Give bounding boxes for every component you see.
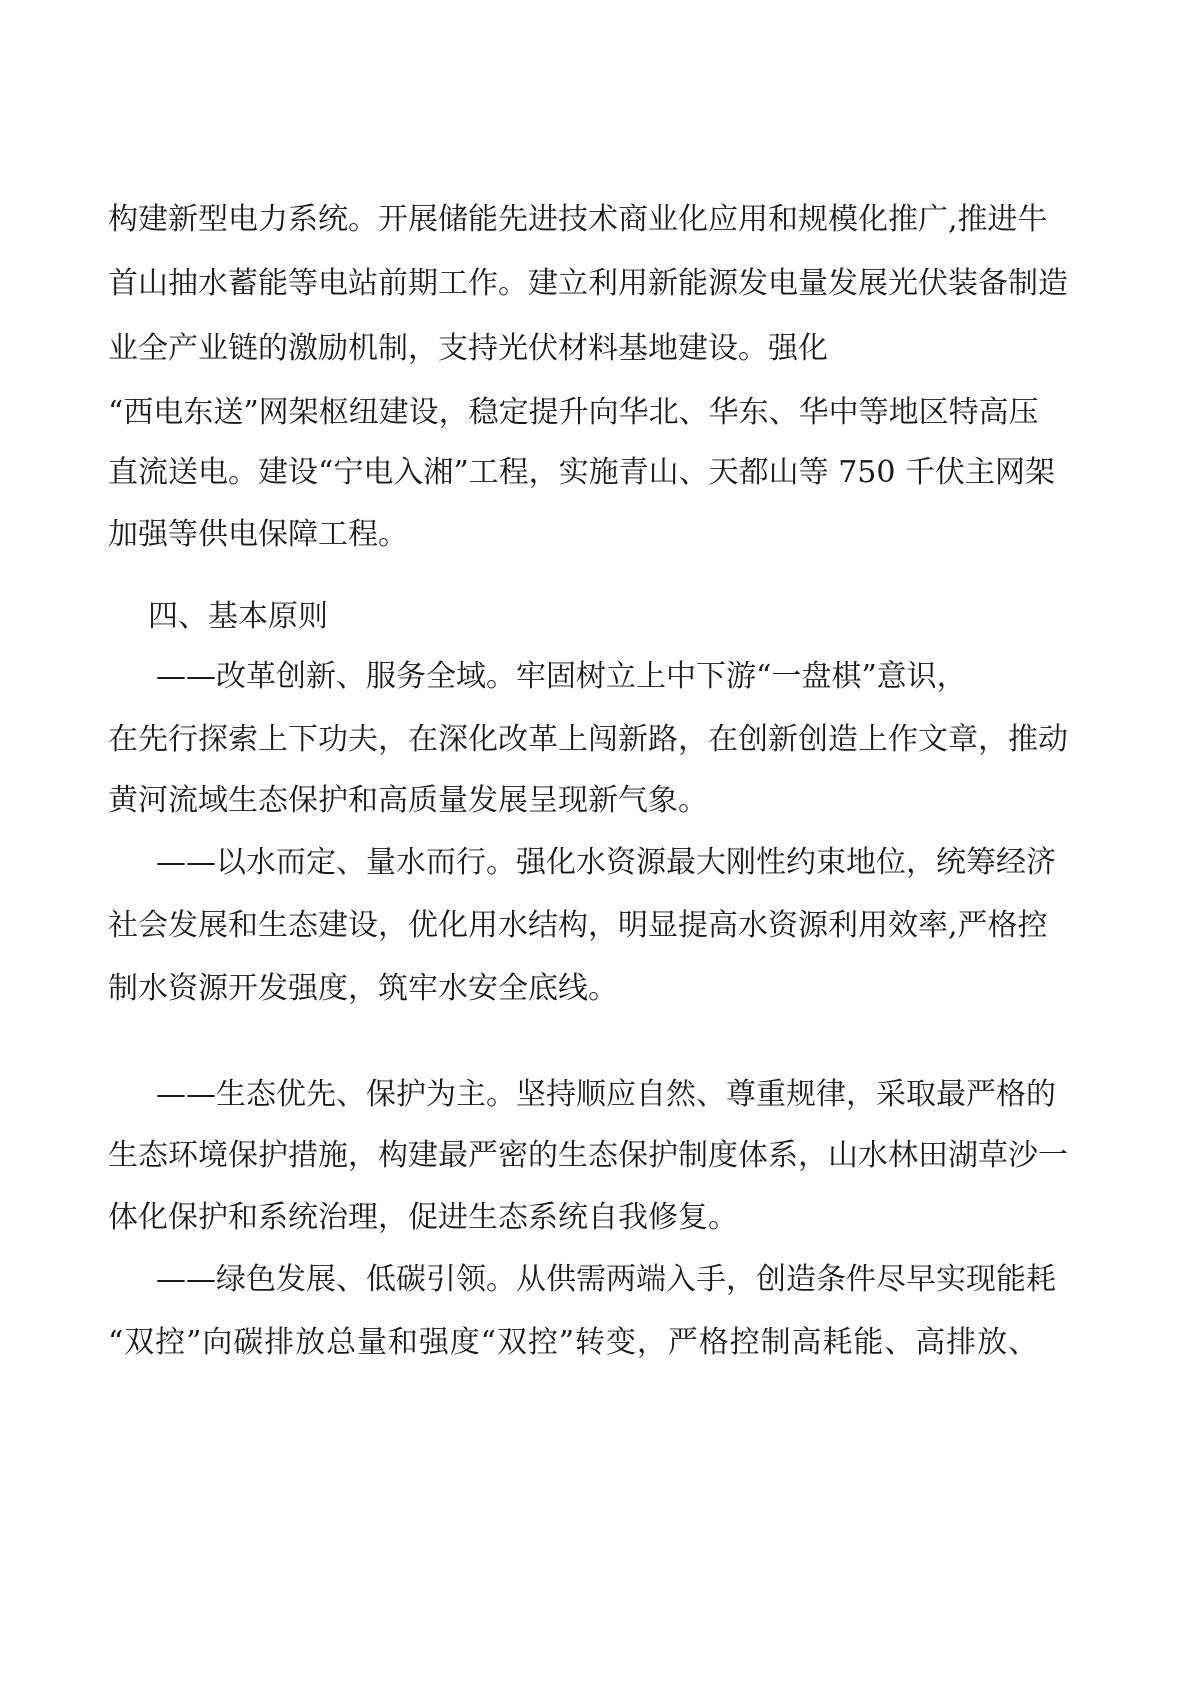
paragraph-line: 黄河流域生态保护和高质量发展呈现新气象。: [108, 783, 708, 818]
paragraph-line: ——绿色发展、低碳引领。从供需两端入手，创造条件尽早实现能耗: [156, 1262, 1056, 1297]
paragraph-line: “双控”向碳排放总量和强度“双控”转变，严格控制高耗能、高排放、: [108, 1325, 1038, 1360]
paragraph-line: ——以水而定、量水而行。强化水资源最大刚性约束地位，统筹经济: [156, 845, 1056, 880]
paragraph-line: ——改革创新、服务全域。牢固树立上中下游“一盘棋”意识，: [156, 659, 967, 694]
paragraph-line: 在先行探索上下功夫，在深化改革上闯新路，在创新创造上作文章，推动: [108, 722, 1068, 757]
paragraph-line: ——生态优先、保护为主。坚持顺应自然、尊重规律，采取最严格的: [156, 1077, 1056, 1112]
paragraph-line: 加强等供电保障工程。: [108, 517, 408, 552]
paragraph-line: 首山抽水蓄能等电站前期工作。建立利用新能源发电量发展光伏装备制造: [108, 266, 1068, 301]
paragraph-line: 制水资源开发强度，筑牢水安全底线。: [108, 971, 618, 1006]
paragraph-line: 社会发展和生态建设，优化用水结构，明显提高水资源利用效率,严格控: [108, 908, 1048, 943]
paragraph-line: 生态环境保护措施，构建最严密的生态保护制度体系，山水林田湖草沙一: [108, 1138, 1068, 1173]
paragraph-line: 直流送电。建设“宁电入湘”工程，实施青山、天都山等 750 千伏主网架: [108, 455, 1056, 490]
paragraph-line: “西电东送”网架枢纽建设，稳定提升向华北、华东、华中等地区特高压: [108, 395, 1039, 430]
paragraph-line: 体化保护和系统治理，促进生态系统自我修复。: [108, 1200, 738, 1235]
paragraph-line: 构建新型电力系统。开展储能先进技术商业化应用和规模化推广,推进牛: [108, 202, 1048, 237]
paragraph-line: 业全产业链的激励机制，支持光伏材料基地建设。强化: [108, 331, 828, 366]
section-heading: 四、基本原则: [148, 599, 328, 634]
